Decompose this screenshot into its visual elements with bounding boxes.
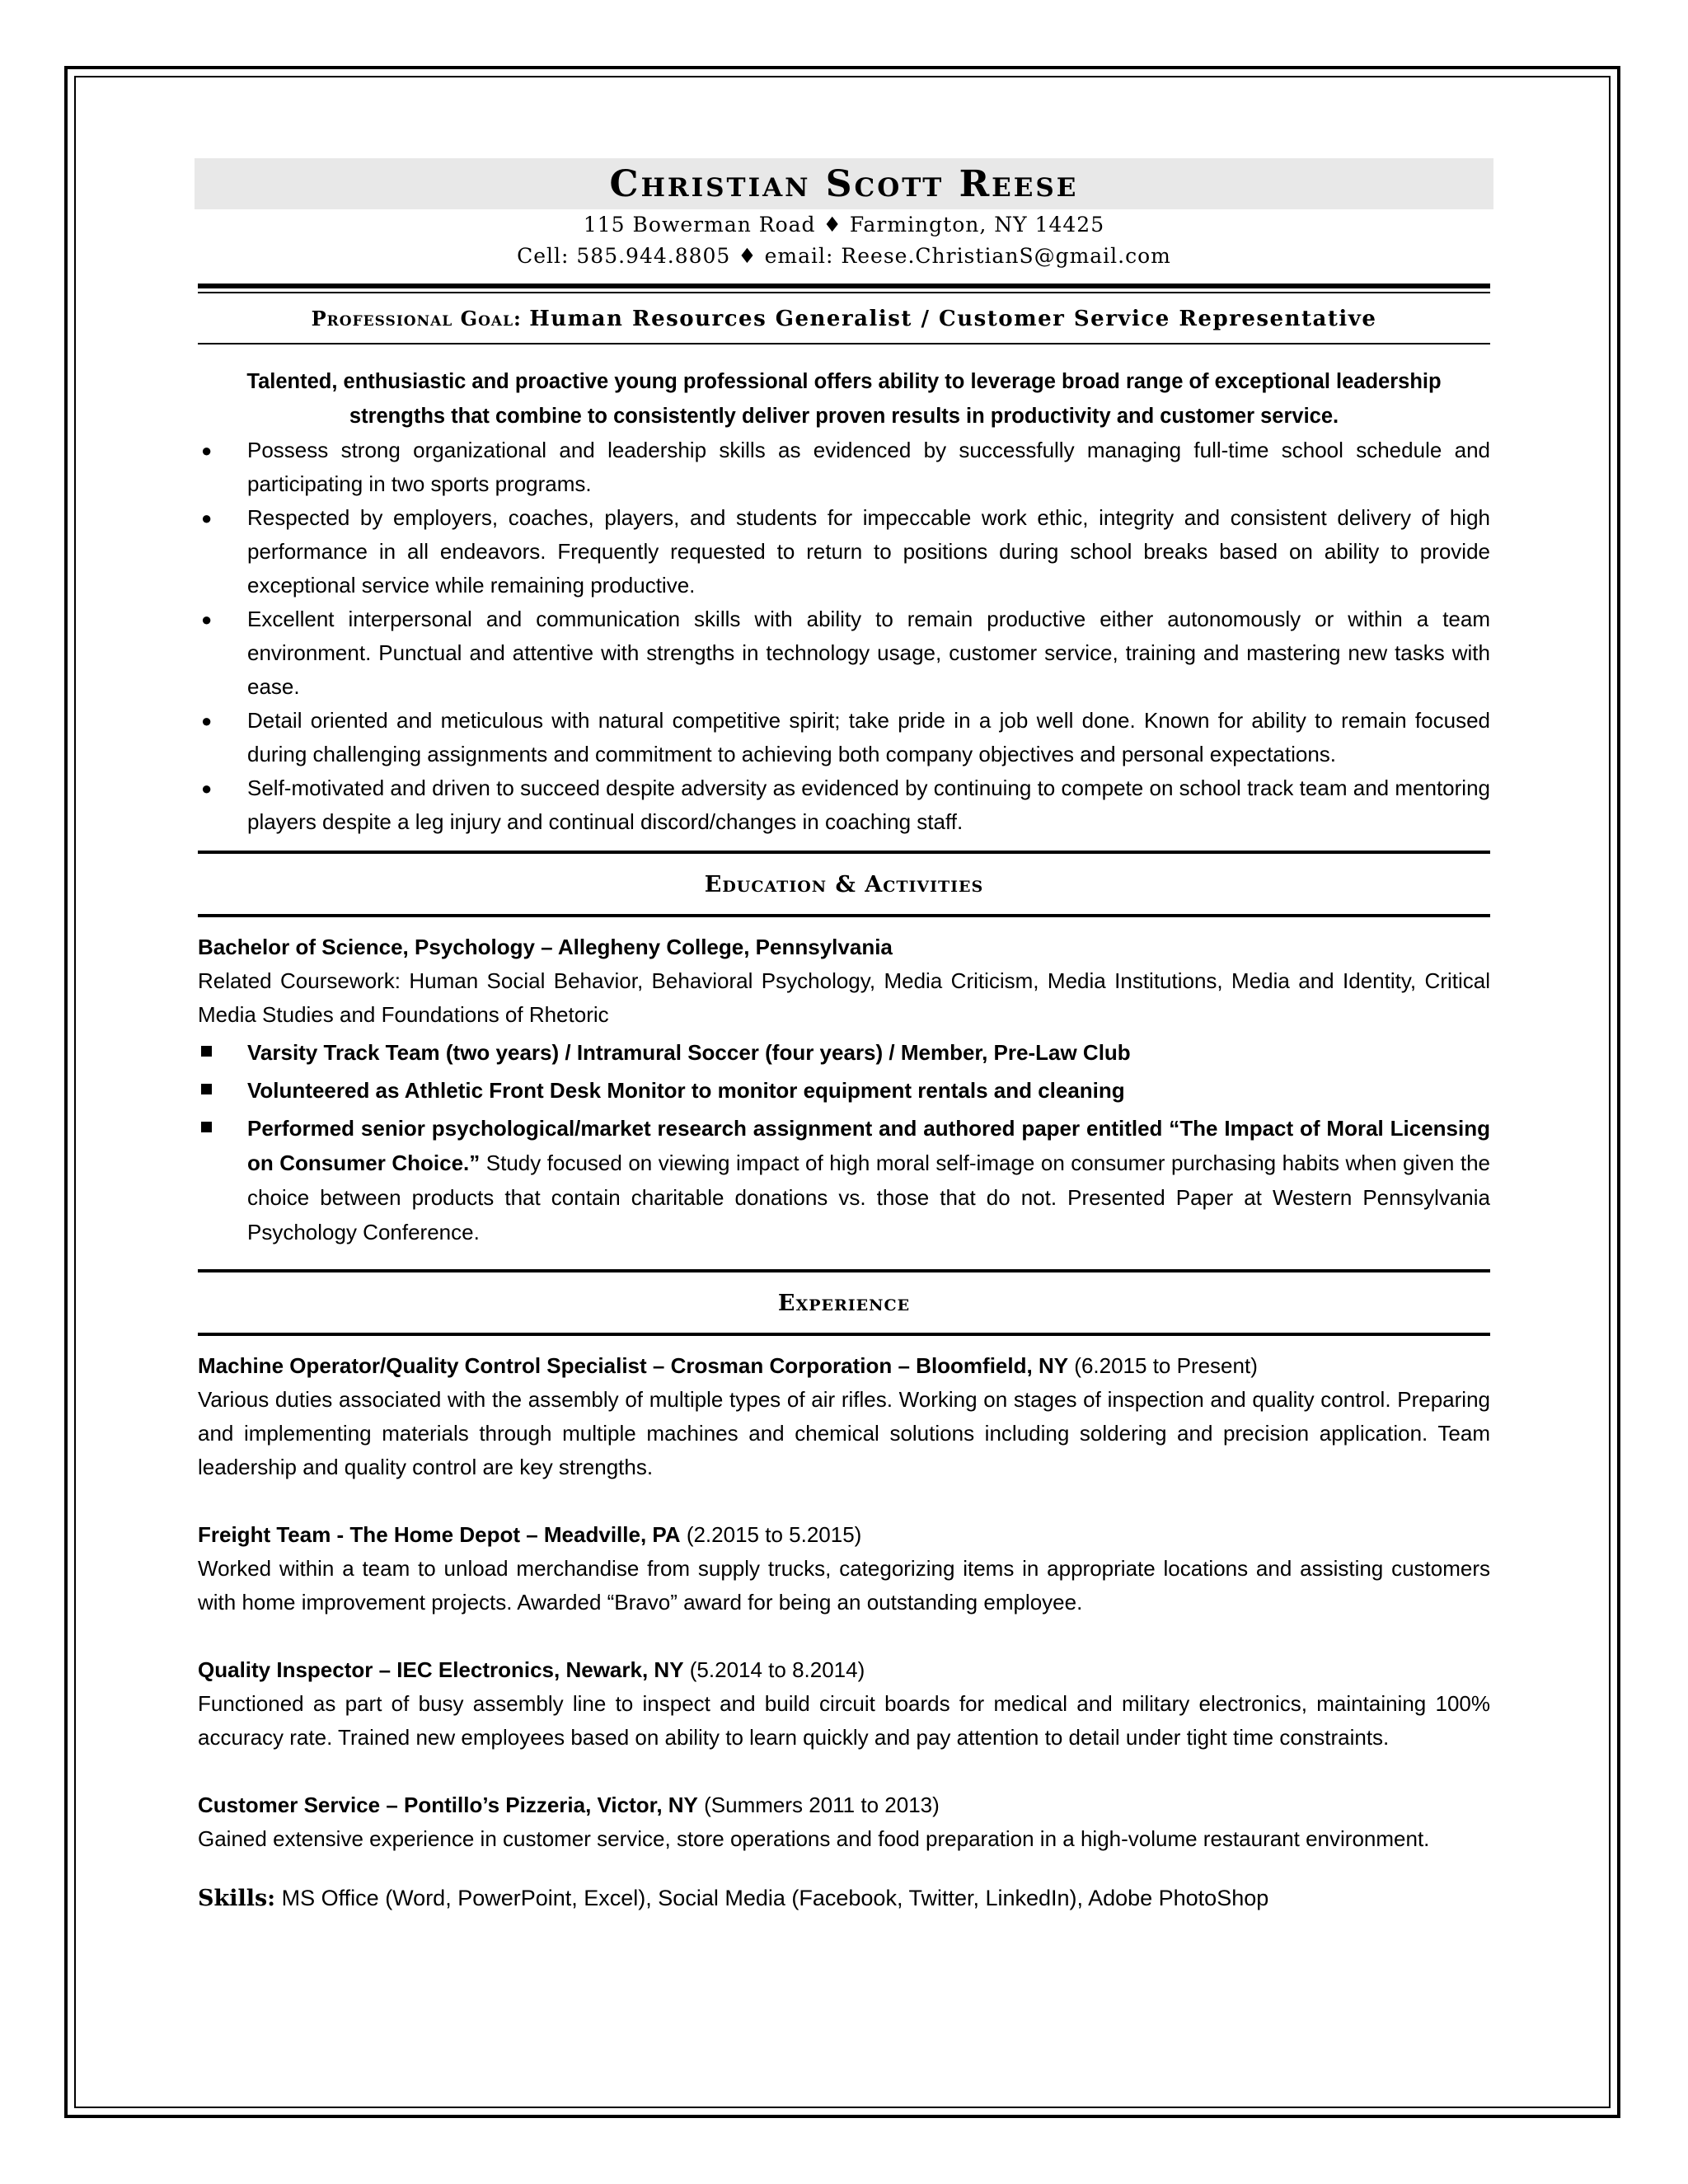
name-banner bbox=[195, 158, 1493, 209]
experience-rule-bottom bbox=[198, 1333, 1490, 1336]
job-title: Quality Inspector – IEC Electronics, Newark, NY bbox=[198, 1657, 684, 1682]
list-item: ● Respected by employers, coaches, players, and students for impeccable work ethic, integrity and consistent delivery of high performance in all endeavors. Frequently requested to return to positions during school breaks based on ability to provide exceptional service while remaining productive. bbox=[198, 501, 1490, 602]
contact-line: Cell: 585.944.8805 ♦ email: Reese.ChristianS@gmail.com bbox=[517, 244, 1171, 268]
header-rule-thick bbox=[198, 284, 1490, 288]
job-dates: (5.2014 to 8.2014) bbox=[683, 1657, 865, 1682]
goal-rule bbox=[198, 343, 1490, 344]
activities-list bbox=[198, 1035, 1490, 1249]
job-description: Gained extensive experience in customer service, store operations and food preparation in a high-volume restaurant environment. bbox=[198, 1826, 1430, 1851]
list-item: Performed senior psychological/market research assignment and authored paper entitled “The Impact of Moral Licensing on Consumer Choice.” Study focused on viewing impact of high moral self-image on consumer purchasing habits when given the choice between products that contain charitable donations vs. those that do not. Presented Paper at Western Pennsylvania Psychology Conference. bbox=[198, 1111, 1490, 1249]
job-description: Functioned as part of busy assembly line to inspect and build circuit boards for medical and military electronics, maintaining 100% accuracy rate. Trained new employees based on ability to learn quickly and pay attention to detail under tight time constraints. bbox=[198, 1691, 1490, 1750]
job-title: Machine Operator/Quality Control Specialist – Crosman Corporation – Bloomfield, NY bbox=[198, 1353, 1069, 1378]
job-dates: (6.2015 to Present) bbox=[1068, 1353, 1258, 1378]
job-dates: (2.2015 to 5.2015) bbox=[680, 1522, 862, 1547]
skills-line bbox=[198, 1886, 1490, 1911]
goal-text: Human Resources Generalist / Customer Service Representative bbox=[529, 307, 1377, 331]
summary-lead: Talented, enthusiastic and proactive young professional offers ability to leverage broad range of exceptional leadership strengths that combine to consistently deliver proven results in productivity and customer service. bbox=[246, 370, 1442, 428]
job-entry bbox=[198, 1788, 1490, 1856]
coursework-line: Related Coursework: Human Social Behavior, Behavioral Psychology, Media Criticism, Media Institutions, Media and Identity, Critical Media Studies and Foundations of Rhetoric bbox=[198, 968, 1490, 1027]
degree-line: Bachelor of Science, Psychology – Allegheny College, Pennsylvania bbox=[198, 935, 893, 959]
bullet-icon: ● bbox=[201, 710, 213, 731]
skills-label: Skills: bbox=[198, 1886, 276, 1911]
list-item: ● Detail oriented and meticulous with natural competitive spirit; take pride in a job well done. Known for ability to remain focused during challenging assignments and commitment to achieving both company objectives and personal expectations. bbox=[198, 704, 1490, 771]
job-title: Freight Team - The Home Depot – Meadville, PA bbox=[198, 1522, 681, 1547]
address-line: 115 Bowerman Road ♦ Farmington, NY 14425 bbox=[583, 213, 1105, 237]
bullet-icon: ● bbox=[201, 440, 213, 461]
education-rule-bottom bbox=[198, 914, 1490, 917]
square-bullet-icon bbox=[201, 1084, 212, 1094]
job-entry bbox=[198, 1518, 1490, 1619]
job-title: Customer Service – Pontillo’s Pizzeria, Victor, NY bbox=[198, 1793, 698, 1817]
bullet-icon: ● bbox=[201, 508, 213, 528]
bullet-icon: ● bbox=[201, 609, 213, 630]
list-item: ● Self-motivated and driven to succeed despite adversity as evidenced by continuing to compete on school track team and mentoring players despite a leg injury and continual discord/changes in coaching staff. bbox=[198, 771, 1490, 839]
job-description: Worked within a team to unload merchandise from supply trucks, categorizing items in appropriate locations and assisting customers with home improvement projects. Awarded “Bravo” award for being an outstanding employee. bbox=[198, 1556, 1490, 1615]
candidate-name: Christian Scott Reese bbox=[609, 162, 1079, 205]
job-entry bbox=[198, 1653, 1490, 1755]
education-heading: Education & Activities bbox=[704, 872, 984, 898]
list-item: ● Possess strong organizational and leadership skills as evidenced by successfully managing full-time school schedule and participating in two sports programs. bbox=[198, 434, 1490, 501]
job-dates: (Summers 2011 to 2013) bbox=[697, 1793, 940, 1817]
experience-heading: Experience bbox=[777, 1291, 911, 1316]
professional-goal bbox=[198, 293, 1490, 343]
skills-text: MS Office (Word, PowerPoint, Excel), Social Media (Facebook, Twitter, LinkedIn), Adobe PhotoShop bbox=[275, 1886, 1269, 1910]
experience-list bbox=[198, 1349, 1490, 1856]
resume-content bbox=[198, 158, 1490, 1911]
job-entry bbox=[198, 1349, 1490, 1484]
square-bullet-icon bbox=[201, 1046, 212, 1057]
list-item: Varsity Track Team (two years) / Intramural Soccer (four years) / Member, Pre-Law Club bbox=[198, 1035, 1490, 1070]
job-description: Various duties associated with the assembly of multiple types of air rifles. Working on stages of inspection and quality control. Preparing and implementing materials through multiple machines and chemical solutions including soldering and precision application. Team leadership and quality control are key strengths. bbox=[198, 1387, 1490, 1479]
bullet-icon: ● bbox=[201, 778, 213, 799]
list-item: ● Excellent interpersonal and communication skills with ability to remain productive either autonomously or within a team environment. Punctual and attentive with strengths in technology usage, customer service, training and mastering new tasks with ease. bbox=[198, 602, 1490, 704]
list-item: Volunteered as Athletic Front Desk Monitor to monitor equipment rentals and cleaning bbox=[198, 1073, 1490, 1108]
square-bullet-icon bbox=[201, 1122, 212, 1132]
summary-bullets bbox=[198, 434, 1490, 839]
goal-label: Professional Goal: bbox=[311, 307, 522, 330]
